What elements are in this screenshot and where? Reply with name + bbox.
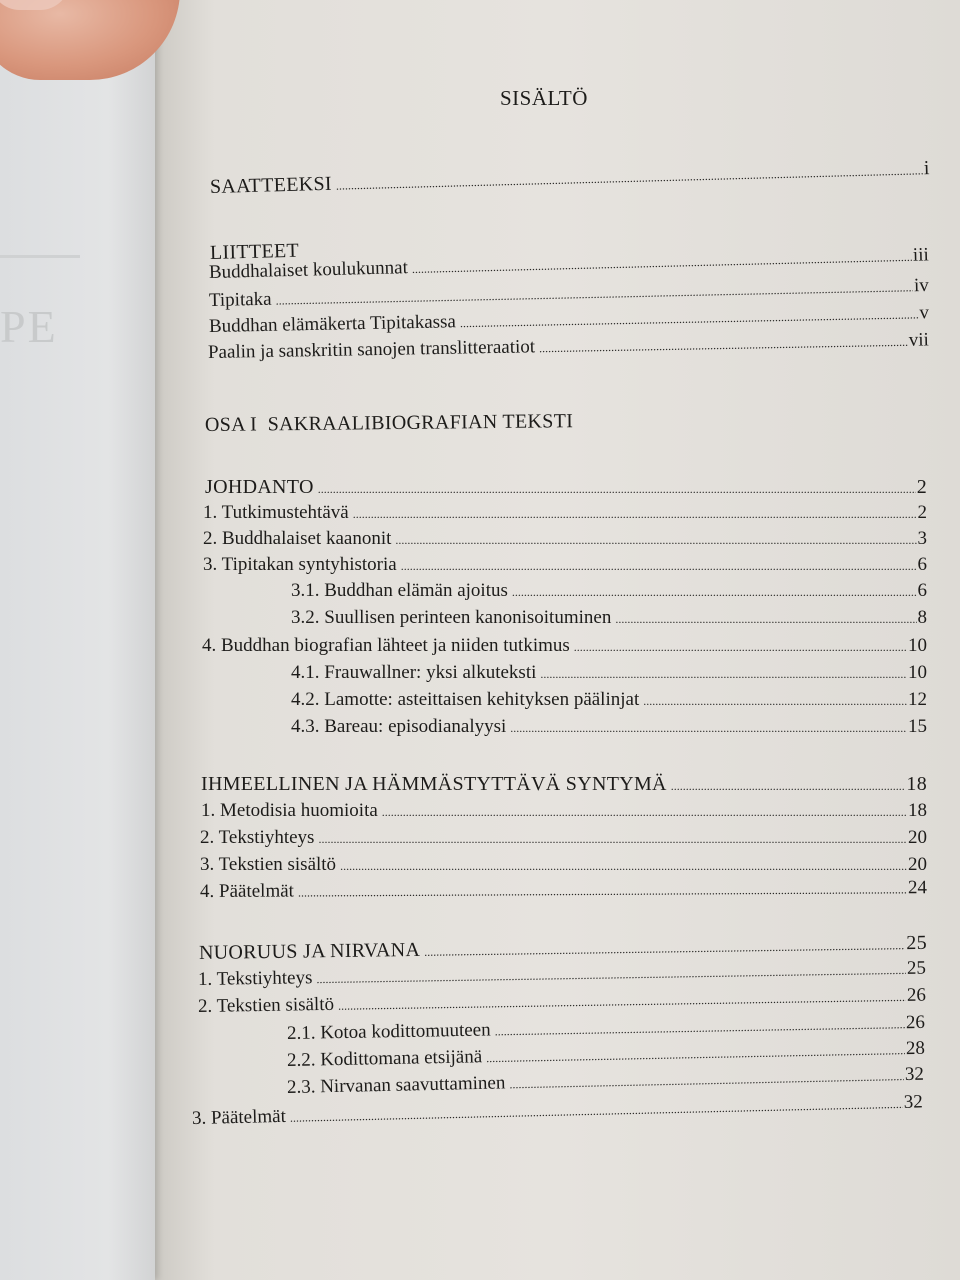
toc-entry[interactable] bbox=[203, 528, 927, 552]
toc-label: 3.1. Buddhan elämän ajoitus bbox=[291, 580, 508, 601]
toc-label: Paalin ja sanskritin sanojen translitteraatiot bbox=[207, 336, 536, 363]
toc-page-number: 20 bbox=[908, 854, 927, 875]
leader-dots bbox=[509, 1069, 904, 1092]
toc-label: 2. Buddhalaiset kaanonit bbox=[203, 528, 392, 549]
toc-page-number: 20 bbox=[908, 827, 927, 848]
toc-label: 3. Tekstien sisältö bbox=[200, 854, 337, 875]
toc-label: NUORUUS JA NIRVANA bbox=[198, 938, 421, 964]
toc-label: 2.2. Kodittomana etsijänä bbox=[286, 1046, 483, 1071]
toc-page-number: 18 bbox=[906, 773, 927, 795]
leader-dots bbox=[340, 859, 907, 874]
toc-entry[interactable] bbox=[291, 607, 927, 631]
toc-page-number: 2 bbox=[916, 476, 927, 498]
part-heading-osa-1: OSA I SAKRAALIBIOGRAFIAN TEKSTI bbox=[204, 410, 574, 436]
toc-page-number: 6 bbox=[917, 580, 927, 601]
toc-label: 2.1. Kotoa kodittomuuteen bbox=[286, 1019, 491, 1044]
leader-dots bbox=[298, 882, 907, 900]
leader-dots bbox=[395, 533, 916, 548]
leader-dots bbox=[540, 667, 907, 682]
toc-entry[interactable] bbox=[291, 662, 927, 686]
toc-label: 4.3. Bareau: episodianalyysi bbox=[291, 716, 507, 737]
leader-dots bbox=[510, 721, 907, 736]
leader-dots bbox=[495, 1017, 905, 1039]
toc-entry-syntyma[interactable] bbox=[201, 773, 927, 797]
toc-page-number: 25 bbox=[906, 931, 928, 955]
leader-dots bbox=[671, 779, 906, 794]
leader-dots bbox=[574, 640, 907, 655]
leader-dots bbox=[643, 694, 907, 709]
toc-entry[interactable] bbox=[200, 854, 927, 878]
toc-entry[interactable] bbox=[202, 635, 927, 659]
toc-label: 1. Tutkimustehtävä bbox=[203, 502, 349, 523]
leader-dots bbox=[424, 938, 905, 960]
leader-dots bbox=[512, 585, 917, 600]
toc-entry[interactable] bbox=[200, 827, 927, 851]
toc-page-number: 8 bbox=[917, 607, 927, 628]
toc-page-number: vii bbox=[908, 329, 930, 351]
toc-page-number: v bbox=[919, 302, 930, 324]
leader-dots bbox=[539, 335, 908, 356]
leader-dots bbox=[318, 482, 916, 497]
toc-label: 3.2. Suullisen perinteen kanonisoituminen bbox=[291, 607, 612, 628]
toc-page-number: 24 bbox=[907, 877, 928, 899]
leader-dots bbox=[318, 832, 907, 847]
bleed-through-text: PE bbox=[0, 301, 58, 352]
bleed-through-line bbox=[0, 255, 80, 258]
toc-label: 3. Päätelmät bbox=[191, 1105, 287, 1129]
toc-label: 2. Tekstiyhteys bbox=[200, 827, 315, 848]
toc-page-number: 32 bbox=[904, 1063, 925, 1086]
toc-label: JOHDANTO bbox=[205, 476, 314, 498]
toc-page-number: iii bbox=[912, 244, 930, 266]
toc-page-number: 26 bbox=[905, 1011, 926, 1034]
section-heading-liitteet: LIITTEET bbox=[209, 239, 300, 264]
leader-dots bbox=[338, 990, 906, 1014]
toc-label: Buddhan elämäkerta Tipitakassa bbox=[208, 311, 457, 337]
toc-label: Tipitaka bbox=[208, 288, 272, 311]
page-title: SISÄLTÖ bbox=[500, 86, 588, 110]
toc-entry[interactable] bbox=[200, 877, 927, 905]
toc-label: 2.3. Nirvanan saavuttaminen bbox=[286, 1072, 506, 1098]
leader-dots bbox=[615, 612, 916, 627]
toc-label: 4.2. Lamotte: asteittaisen kehityksen päälinjat bbox=[291, 689, 640, 710]
toc-entry[interactable] bbox=[291, 580, 927, 604]
toc-label: 2. Tekstien sisältö bbox=[197, 993, 335, 1017]
toc-label: 3. Tipitakan syntyhistoria bbox=[203, 554, 397, 575]
toc-label: 4. Päätelmät bbox=[199, 880, 294, 902]
toc-label: IHMEELLINEN JA HÄMMÄSTYTTÄVÄ SYNTYMÄ bbox=[201, 773, 667, 795]
thumbnail-nail bbox=[0, 0, 70, 10]
toc-entry-johdanto[interactable] bbox=[205, 476, 927, 500]
toc-page-number: 12 bbox=[908, 689, 927, 710]
toc-page-number: 2 bbox=[917, 502, 927, 523]
toc-entry[interactable] bbox=[203, 554, 927, 578]
leader-dots bbox=[486, 1043, 905, 1066]
toc-label: SAATTEEKSI bbox=[209, 172, 333, 198]
toc-page-number: 28 bbox=[905, 1037, 926, 1060]
toc-entry[interactable] bbox=[291, 716, 927, 740]
toc-page-number: 6 bbox=[917, 554, 927, 575]
leader-dots bbox=[401, 559, 917, 574]
leader-dots bbox=[382, 805, 907, 820]
toc-page-number: 26 bbox=[906, 984, 927, 1006]
toc-page-number: i bbox=[923, 157, 931, 180]
toc-entry[interactable] bbox=[291, 689, 927, 713]
toc-label: 4.1. Frauwallner: yksi alkuteksti bbox=[291, 662, 537, 683]
toc-entry[interactable] bbox=[203, 502, 927, 526]
toc-page-number: 10 bbox=[908, 662, 927, 683]
toc-page-number: 3 bbox=[917, 528, 927, 549]
leader-dots bbox=[353, 507, 917, 522]
toc-page-number: 15 bbox=[908, 716, 927, 737]
toc-page-number: iv bbox=[913, 274, 930, 297]
toc-page-number: 25 bbox=[906, 957, 927, 979]
toc-label: 4. Buddhan biografian lähteet ja niiden tutkimus bbox=[202, 635, 570, 656]
leader-dots bbox=[460, 307, 919, 331]
toc-entry[interactable] bbox=[201, 800, 927, 824]
toc-label: 1. Metodisia huomioita bbox=[201, 800, 378, 821]
toc-page-number: 10 bbox=[908, 635, 927, 656]
toc-label: 1. Tekstiyhteys bbox=[197, 967, 313, 990]
toc-page-number: 18 bbox=[908, 800, 927, 821]
left-page bbox=[0, 0, 155, 1280]
toc-label: Buddhalaiset koulukunnat bbox=[208, 257, 409, 283]
toc-page-number: 32 bbox=[903, 1091, 924, 1113]
